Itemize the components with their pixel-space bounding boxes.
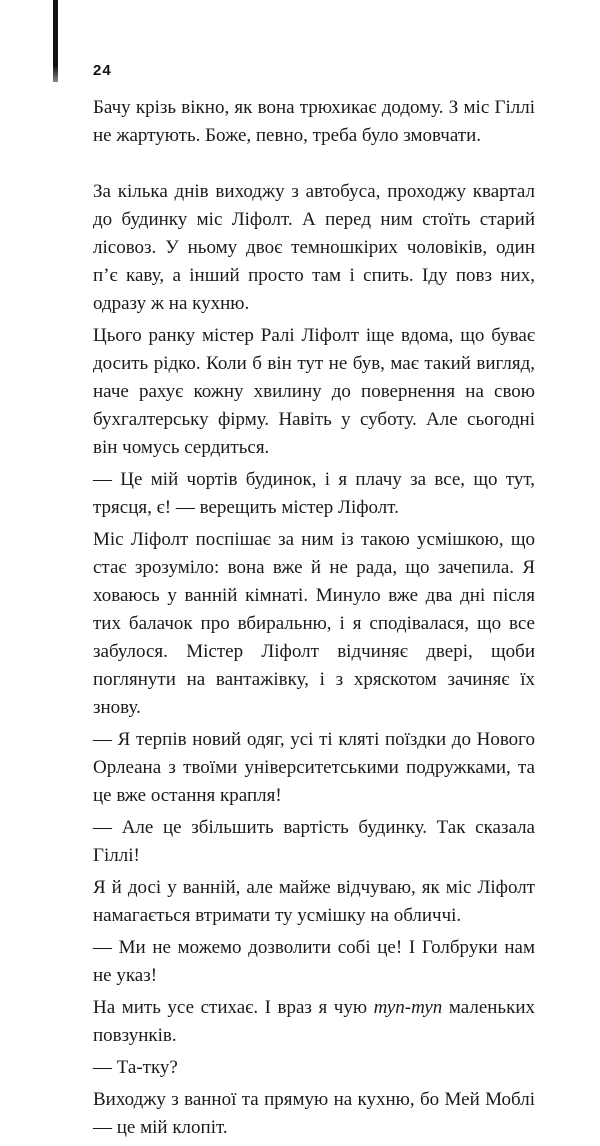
paragraph: Я й досі у ванній, але майже відчуваю, як міс Ліфолт намагається втримати ту усмішку на обличчі. [93,877,535,926]
page-edge-mark [53,0,58,82]
dialogue-paragraph: — Я терпів новий одяг, усі ті кляті поїздки до Нового Орлеана з твоїми університетськими подружками, та це вже остання крапля! [93,729,535,806]
paragraph: Бачу крізь вікно, як вона трюхикає додому. З міс Гіллі не жартують. Боже, певно, треба було змовчати. [93,97,535,146]
page-number: 24 [93,62,112,79]
text-block-main [93,178,535,1146]
paragraph-text: На мить усе стихає. І враз я чую [93,997,374,1018]
paragraph: Виходжу з ванної та прямую на кухню, бо Мей Моблі — це мій клопіт. [93,1089,535,1138]
text-block-intro [93,94,535,154]
paragraph: Цього ранку містер Ралі Ліфолт іще вдома, що буває досить рідко. Коли б він тут не був, має такий вигляд, наче рахує кожну хвилину до повернення на свою бухгалтерську фірму. Навіть у суботу. Але сьогодні він чомусь сердиться. [93,325,535,458]
dialogue-paragraph: — Але це збільшить вартість будинку. Так сказала Гіллі! [93,817,535,866]
dialogue-paragraph: — Та-тку? [93,1057,178,1078]
paragraph: За кілька днів виходжу з автобуса, проходжу квартал до будинку міс Ліфолт. А перед ним стоїть старий лісовоз. У ньому двоє темношкірих чоловіків, один п’є каву, а інший просто там і спить. Іду повз них, одразу ж на кухню. [93,181,535,314]
italic-onomatopoeia: туп-туп [373,997,443,1018]
paragraph-text: маленьких повзунків. [93,997,535,1046]
dialogue-paragraph: — Ми не можемо дозволити собі це! І Голбруки нам не указ! [93,937,535,986]
paragraph: Міс Ліфолт поспішає за ним із такою усмішкою, що стає зрозуміло: вона вже й не рада, що зачепила. Я ховаюсь у ванній кімнаті. Минуло вже два дні після тих балачок про вбиральню, і я сподівалася, що все забулося. Містер Ліфолт відчиняє двері, щоби поглянути на вантажівку, і з хряскотом зачиняє їх знову. [93,529,535,718]
dialogue-paragraph: — Це мій чортів будинок, і я плачу за все, що тут, трясця, є! — верещить містер Ліфолт. [93,469,535,518]
paragraph-with-italic [93,994,535,1050]
